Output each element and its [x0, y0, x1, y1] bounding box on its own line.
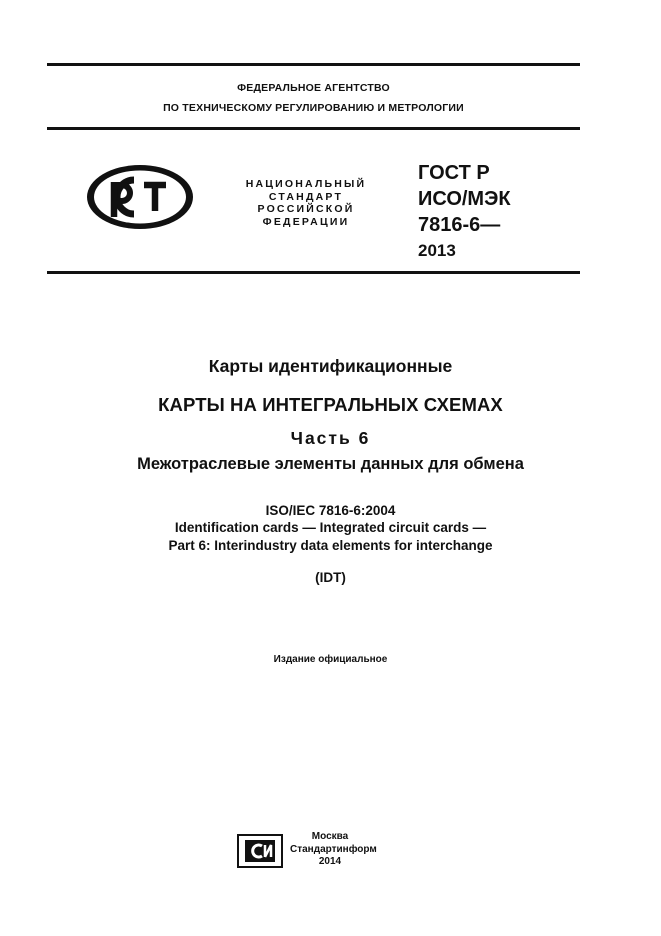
- publisher-name: Стандартинформ: [290, 843, 377, 855]
- document-subtitle: Межотраслевые элементы данных для обмена: [137, 455, 524, 473]
- document-title-line-1: Карты идентификационные: [208, 356, 453, 376]
- rst-mark-icon: [84, 163, 196, 231]
- designation-line-1: ГОСТ Р: [418, 162, 490, 184]
- document-title-line-2: КАРТЫ НА ИНТЕГРАЛЬНЫХ СХЕМАХ: [158, 394, 503, 415]
- part-label: Часть 6: [290, 428, 371, 448]
- iso-title-line-2: Part 6: Interindustry data elements for interchange: [168, 538, 493, 553]
- agency-line-1: ФЕДЕРАЛЬНОЕ АГЕНТСТВО: [237, 82, 390, 94]
- publisher-year: 2014: [318, 856, 342, 867]
- top-rule: [47, 63, 580, 66]
- national-line-1: НАЦИОНАЛЬНЫЙ: [245, 178, 367, 190]
- standartinform-icon: [237, 834, 283, 868]
- iso-code: ISO/IEC 7816-6:2004: [265, 503, 396, 518]
- national-line-4: ФЕДЕРАЦИИ: [262, 215, 350, 228]
- designation-line-3: 7816-6—: [418, 214, 501, 236]
- edition-label: Издание официальное: [273, 654, 388, 665]
- iso-title-line-1: Identification cards — Integrated circuit cards —: [174, 520, 487, 535]
- national-line-3: РОССИЙСКОЙ: [257, 203, 355, 215]
- identity-degree: (IDT): [315, 570, 346, 585]
- agency-line-2: ПО ТЕХНИЧЕСКОМУ РЕГУЛИРОВАНИЮ И МЕТРОЛОГИИ: [163, 102, 464, 114]
- designation-year: 2013: [418, 241, 456, 260]
- header-bottom-rule: [47, 127, 580, 130]
- designation-line-2: ИСО/МЭК: [418, 188, 511, 210]
- national-standard-label: [236, 178, 376, 228]
- designation-bottom-rule: [47, 271, 580, 274]
- standard-designation: [418, 160, 511, 264]
- publisher-city: Москва: [311, 831, 349, 842]
- publisher-block: [290, 831, 377, 869]
- national-line-2: СТАНДАРТ: [268, 190, 344, 203]
